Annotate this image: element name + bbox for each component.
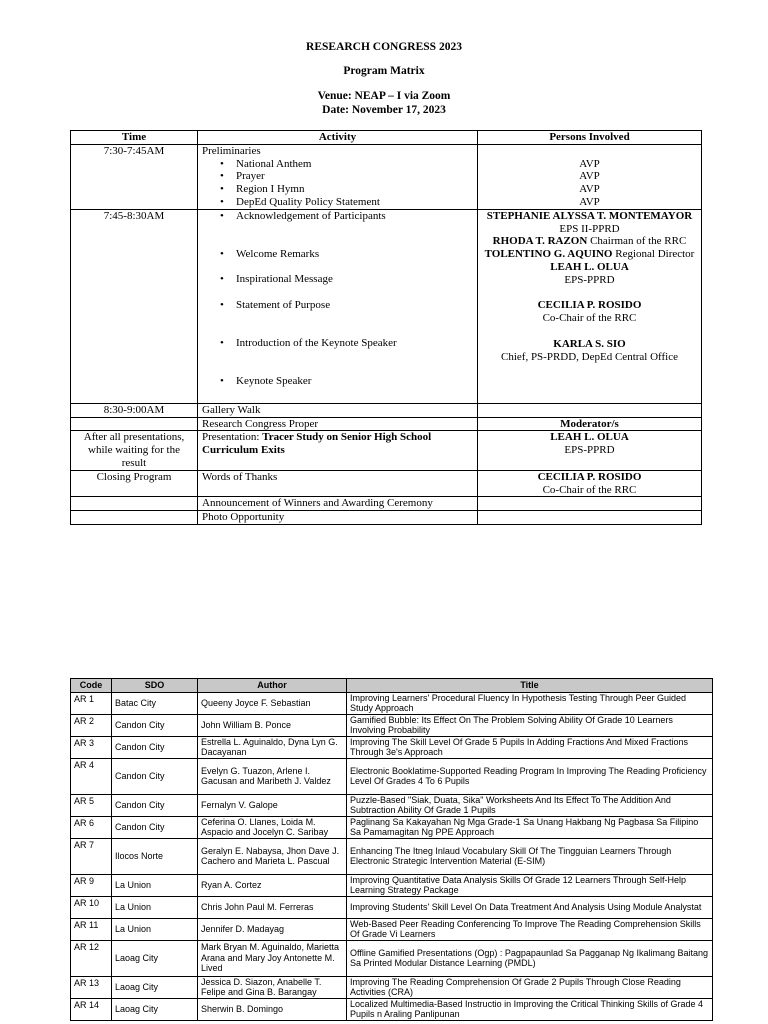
sdo-cell: Laoag City [112,940,198,976]
person-role: Chief, PS-PRDD, DepEd Central Office [501,350,678,363]
person-role: EPS-PPRD [564,273,615,286]
activity-cell [198,209,478,403]
code-cell: AR 11 [71,918,112,940]
author-cell: Geralyn E. Nabaysa, Jhon Dave J. Cachero and Marieta L. Pascual [198,838,347,874]
event-date: Date: November 17, 2023 [322,104,446,116]
author-cell: Chris John Paul M. Ferreras [198,896,347,918]
person-name: TOLENTINO G. AQUINO [484,248,613,261]
author-cell: Ceferina O. Llanes, Loida M. Aspacio and Jocelyn C. Saribay [198,816,347,838]
table-row [71,758,713,794]
persons-header: Persons Involved [478,131,702,145]
code-cell: AR 13 [71,976,112,998]
title-cell: Offline Gamified Presentations (Ogp) : Pagpapaunlad Sa Pagganap Ng Ikalimang Baitang Sa Printed Modular Distance Learning (PMDL) [347,940,713,976]
table-row [71,976,713,998]
program-row-proper [71,417,702,431]
program-header-row [71,131,702,145]
code-cell: AR 5 [71,794,112,816]
time-cell [71,417,198,431]
activity-cell: Announcement of Winners and Awarding Ceremony [198,497,478,511]
research-header-row [71,679,713,693]
person-role: EPS II-PPRD [559,222,620,235]
author-cell: John William B. Ponce [198,714,347,736]
code-cell: AR 3 [71,736,112,758]
person-role: Regional Director [615,248,695,261]
code-cell: AR 14 [71,998,112,1020]
activity-item: • Introduction of the Keynote Speaker [202,337,473,375]
person-name: CECILIA P. ROSIDO [537,470,642,483]
program-row-opening [71,209,702,403]
activity-cell [198,144,478,209]
sdo-cell: Candon City [112,816,198,838]
activity-item: • Welcome Remarks [202,248,473,273]
title-cell: Improving Students' Skill Level On Data Treatment And Analysis Using Module Analystat [347,896,713,918]
sdo-cell: Laoag City [112,976,198,998]
person-name: CECILIA P. ROSIDO [537,299,642,312]
persons-cell [478,470,702,497]
time-cell [71,497,198,511]
time-cell: 8:30-9:00AM [71,403,198,417]
table-row [71,940,713,976]
person-entry [482,235,697,248]
code-cell: AR 9 [71,874,112,896]
sdo-cell: Candon City [112,736,198,758]
activity-cell [198,431,478,470]
title-cell: Improving The Reading Comprehension Of Grade 2 Pupils Through Close Reading Activities (CRA) [347,976,713,998]
code-cell: AR 10 [71,896,112,918]
sdo-cell: La Union [112,918,198,940]
activity-item: • DepEd Quality Policy Statement [202,196,473,209]
persons-cell [478,403,702,417]
program-row-presentation [71,431,702,470]
activity-cell: Words of Thanks [198,470,478,497]
table-row [71,874,713,896]
person-entry [482,261,697,287]
persons-cell [478,209,702,403]
table-row [71,896,713,918]
person-name: STEPHANIE ALYSSA T. MONTEMAYOR [486,209,693,222]
person-entry [482,210,697,236]
persons-cell [478,144,702,209]
persons-cell [478,511,702,525]
person-entry [482,299,697,325]
activity-item: • Keynote Speaker [202,375,473,403]
presentation-label: Presentation: [202,431,263,444]
title-cell: Improving Quantitative Data Analysis Skills Of Grade 12 Learners Through Self-Help Learning Strategy Package [347,874,713,896]
activity-item: • Acknowledgement of Participants [202,210,473,248]
author-cell: Mark Bryan M. Aguinaldo, Marietta Arana and Mary Joy Antonette M. Lived [198,940,347,976]
code-cell: AR 12 [71,940,112,976]
activity-item: • Region I Hymn [202,183,473,196]
person: AVP [579,170,600,183]
activity-item: • Statement of Purpose [202,299,473,337]
title-cell: Improving Learners' Procedural Fluency In Hypothesis Testing Through Peer Guided Study Approach [347,692,713,714]
research-entries-table [70,678,713,1021]
author-cell: Jennifer D. Madayag [198,918,347,940]
code-cell: AR 1 [71,692,112,714]
person-role: Co-Chair of the RRC [542,312,637,325]
author-cell: Evelyn G. Tuazon, Arlene I. Gacusan and Maribeth J. Valdez [198,758,347,794]
document-header [0,40,768,117]
title-cell: Electronic Booklatime-Supported Reading Program In Improving The Reading Proficiency Level Of Grades 4 To 6 Pupils [347,758,713,794]
program-row-awarding [71,497,702,511]
code-header: Code [71,679,112,693]
table-row [71,692,713,714]
person-role: Chairman of the RRC [590,235,687,248]
author-cell: Jessica D. Siazon, Anabelle T. Felipe and Gina B. Barangay [198,976,347,998]
code-cell: AR 6 [71,816,112,838]
document-title: RESEARCH CONGRESS 2023 [306,41,462,53]
person-entry [482,248,697,261]
person-entry [482,338,697,364]
activity-cell: Gallery Walk [198,403,478,417]
person: AVP [579,195,600,208]
table-row [71,714,713,736]
sdo-cell: Candon City [112,714,198,736]
document-subtitle: Program Matrix [343,65,425,77]
venue: Venue: NEAP – I via Zoom [317,90,451,102]
program-row-gallery [71,403,702,417]
title-cell: Localized Multimedia-Based Instructio in Improving the Critical Thinking Skills of Grade 4 Pupils n Araling Panlipunan [347,998,713,1020]
title-cell: Enhancing The Itneg Inlaud Vocabulary Skill Of The Tingguian Learners Through Electronic Strategic Intervention Material (E-SIM) [347,838,713,874]
time-cell: Closing Program [71,470,198,497]
author-cell: Ryan A. Cortez [198,874,347,896]
activity-item: • Prayer [202,170,473,183]
time-cell [71,511,198,525]
title-cell: Puzzle-Based "Siak, Duata, Sika" Worksheets And Its Effect To The Addition And Subtraction Ability Of Grade 1 Pupils [347,794,713,816]
person-name: RHODA T. RAZON [492,235,588,248]
title-cell: Paglinang Sa Kakayahan Ng Mga Grade-1 Sa Unang Hakbang Ng Pagbasa Sa Filipino Sa Pamamagitan Ng PPE Approach [347,816,713,838]
persons-cell [478,431,702,470]
author-cell: Estrella L. Aguinaldo, Dyna Lyn G. Dacayanan [198,736,347,758]
author-cell: Sherwin B. Domingo [198,998,347,1020]
time-cell: After all presentations, while waiting for the result [71,431,198,470]
program-row-photo [71,511,702,525]
sdo-cell: Candon City [112,758,198,794]
activity-header: Activity [198,131,478,145]
sdo-cell: La Union [112,896,198,918]
title-cell: Improving The Skill Level Of Grade 5 Pupils In Adding Fractions And Mixed Fractions Through 3e's Approach [347,736,713,758]
time-header: Time [71,131,198,145]
program-row-closing [71,470,702,497]
persons-cell [478,497,702,511]
author-cell: Fernalyn V. Galope [198,794,347,816]
author-cell: Queeny Joyce F. Sebastian [198,692,347,714]
person: AVP [579,157,600,170]
sdo-header: SDO [112,679,198,693]
activity-item: • Inspirational Message [202,273,473,299]
sdo-cell: Laoag City [112,998,198,1020]
table-row [71,838,713,874]
time-cell: 7:45-8:30AM [71,209,198,403]
title-header: Title [347,679,713,693]
sdo-cell: Ilocos Norte [112,838,198,874]
activity-cell: Photo Opportunity [198,511,478,525]
table-row [71,998,713,1020]
code-cell: AR 4 [71,758,112,794]
table-row [71,918,713,940]
person-role: Co-Chair of the RRC [542,483,637,496]
table-row [71,794,713,816]
author-header: Author [198,679,347,693]
table-row [71,736,713,758]
program-row-preliminaries [71,144,702,209]
code-cell: AR 2 [71,714,112,736]
title-cell: Gamified Bubble: Its Effect On The Problem Solving Ability Of Grade 10 Learners Involving Probability [347,714,713,736]
presentation-title: Tracer Study on Senior High School Curriculum Exits [202,431,432,457]
sdo-cell: La Union [112,874,198,896]
sdo-cell: Candon City [112,794,198,816]
activity-cell: Research Congress Proper [198,417,478,431]
person-name: LEAH L. OLUA [550,431,629,444]
persons-cell: Moderator/s [478,417,702,431]
person: AVP [579,183,600,196]
activity-item: • National Anthem [202,158,473,171]
code-cell: AR 7 [71,838,112,874]
person-name: KARLA S. SIO [553,337,626,350]
activity-title: Preliminaries [202,144,261,157]
person-name: LEAH L. OLUA [550,260,629,273]
time-cell: 7:30-7:45AM [71,144,198,209]
table-row [71,816,713,838]
sdo-cell: Batac City [112,692,198,714]
program-matrix-table [70,130,702,525]
title-cell: Web-Based Peer Reading Conferencing To Improve The Reading Comprehension Skills Of Grade Vi Learners [347,918,713,940]
research-table-body [71,692,713,1020]
person-role: EPS-PPRD [564,444,615,457]
